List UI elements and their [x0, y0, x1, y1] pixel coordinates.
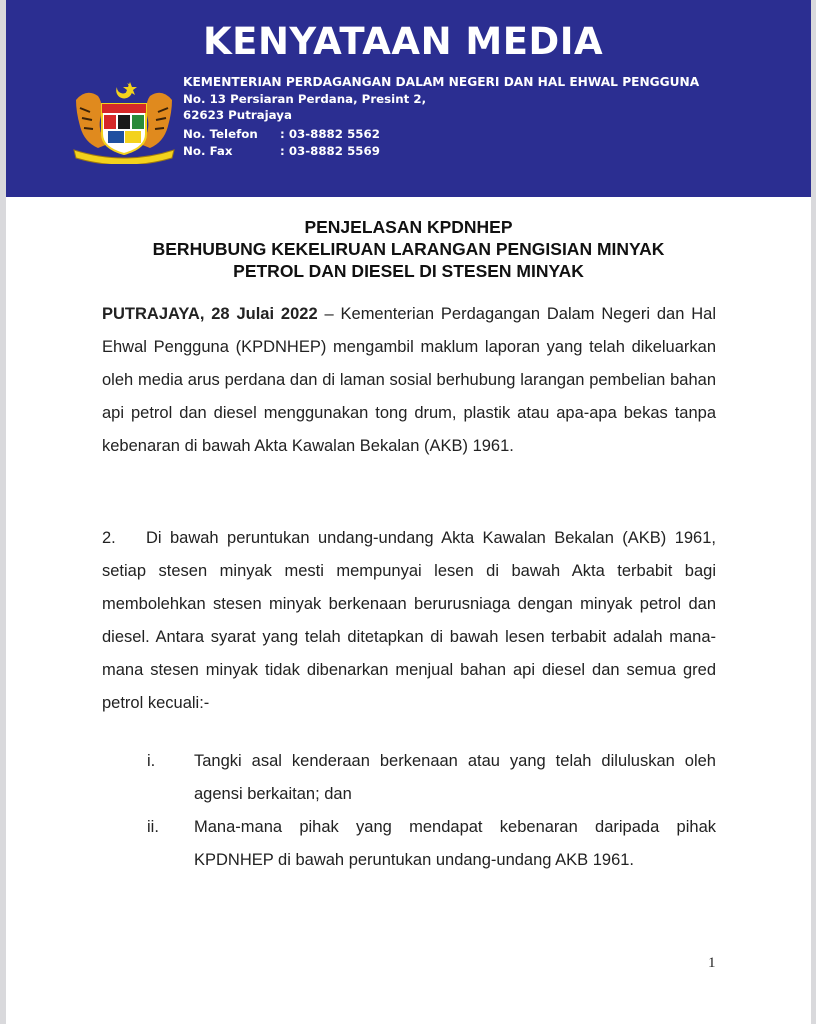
dateline: PUTRAJAYA, 28 Julai 2022 — [102, 305, 318, 323]
paragraph-2-text: Di bawah peruntukan undang-undang Akta Kawalan Bekalan (AKB) 1961, setiap stesen minyak mesti mempunyai lesen di bawah Akta terbabit bagi membolehkan stesen minyak berkenaan berurusniaga dengan minyak petrol dan diesel. Antara syarat yang telah ditetapkan di bawah lesen terbabit adalah mana-mana stesen minyak tidak dibenarkan menjual bahan api diesel dan semua gred petrol kecuali:- — [102, 529, 716, 712]
paragraph-1 — [102, 298, 716, 463]
list-item-marker: ii. — [147, 818, 159, 836]
contact-info — [183, 126, 380, 160]
list-item-text: Mana-mana pihak yang mendapat kebenaran daripada pihak KPDNHEP di bawah peruntukan undang-undang AKB 1961. — [194, 818, 716, 869]
list-item — [147, 745, 716, 811]
title-line-3: PETROL DAN DIESEL DI STESEN MINYAK — [233, 261, 584, 281]
list-item-marker: i. — [147, 752, 156, 770]
media-statement-header — [6, 0, 811, 197]
list-item — [147, 811, 716, 877]
paragraph-2-number: 2. — [102, 529, 116, 547]
address-line-2: 62623 Putrajaya — [183, 108, 292, 122]
list-item-text: Tangki asal kenderaan berkenaan atau yang telah diluluskan oleh agensi berkaitan; dan — [194, 752, 716, 803]
document-page — [6, 0, 811, 1024]
page-number: 1 — [708, 955, 716, 971]
malaysia-coat-of-arms-icon — [68, 78, 180, 164]
title-line-1: PENJELASAN KPDNHEP — [304, 217, 513, 237]
header-title: KENYATAAN MEDIA — [203, 20, 604, 63]
address-line-1: No. 13 Persiaran Perdana, Presint 2, — [183, 92, 427, 106]
fax-label: No. Fax — [183, 144, 233, 158]
ministry-address — [183, 91, 426, 123]
paragraph-2 — [102, 522, 716, 720]
fax-row — [183, 143, 380, 160]
paragraph-1-text: – Kementerian Perdagangan Dalam Negeri dan Hal Ehwal Pengguna (KPDNHEP) mengambil maklum laporan yang telah dikeluarkan oleh media arus perdana dan di laman sosial berhubung larangan pembelian bahan api petrol dan diesel menggunakan tong drum, plastik atau apa-apa bekas tanpa kebenaran di bawah Akta Kawalan Bekalan (AKB) 1961. — [102, 305, 716, 455]
phone-row — [183, 126, 380, 143]
fax-value: : 03-8882 5569 — [280, 144, 380, 158]
ministry-name: KEMENTERIAN PERDAGANGAN DALAM NEGERI DAN HAL EHWAL PENGGUNA — [183, 75, 700, 89]
conditions-list — [147, 745, 716, 877]
document-title — [6, 216, 811, 282]
phone-label: No. Telefon — [183, 127, 258, 141]
phone-value: : 03-8882 5562 — [280, 127, 380, 141]
title-line-2: BERHUBUNG KEKELIRUAN LARANGAN PENGISIAN MINYAK — [152, 239, 665, 259]
